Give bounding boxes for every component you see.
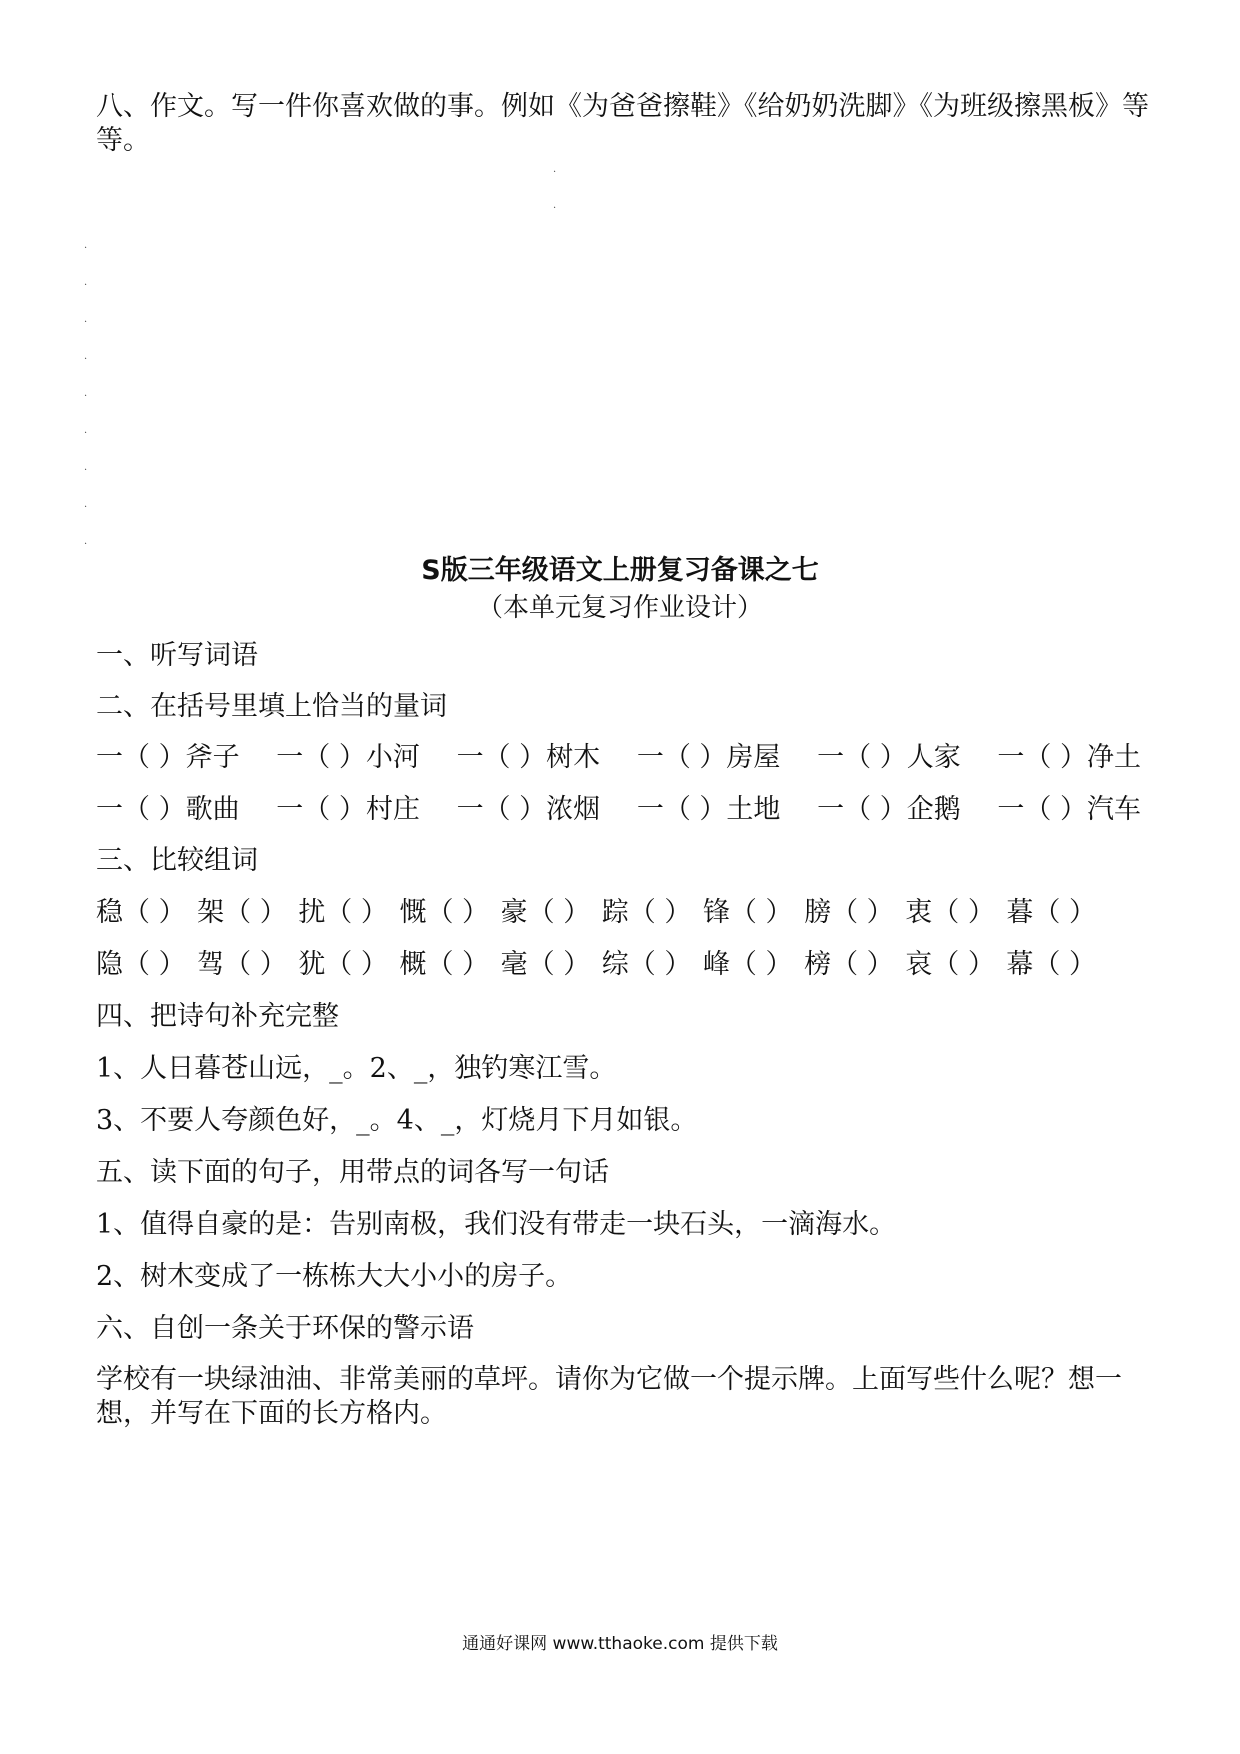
example-sentence: 2、树木变成了一栋栋大大小小的房子。	[96, 1261, 573, 1292]
example-sentence: 1、值得自豪的是：告别南极，我们没有带走一块石头，一滴海水。	[96, 1209, 897, 1240]
section-heading-measure-words: 二、在括号里填上恰当的量词	[96, 691, 447, 722]
compare-word-row	[96, 950, 1096, 980]
compare-word-item: 概（ ）	[399, 949, 490, 980]
margin-dot: ·	[84, 465, 88, 476]
compare-word-item: 锋（ ）	[702, 897, 793, 928]
measure-word-item: 一（ ）小河	[276, 742, 420, 773]
compare-word-item: 峰（ ）	[702, 949, 793, 980]
section-heading-poems: 四、把诗句补充完整	[96, 1001, 339, 1032]
compare-word-item: 榜（ ）	[804, 949, 894, 980]
compare-word-item: 驾（ ）	[197, 949, 287, 980]
compare-word-item: 幕（ ）	[1006, 949, 1096, 980]
compare-word-item: 慨（ ）	[399, 897, 490, 928]
measure-word-item: 一（ ）斧子	[96, 742, 240, 773]
compare-word-item: 稳（ ）	[96, 897, 186, 928]
compare-word-item: 架（ ）	[197, 897, 287, 928]
margin-dot: ·	[84, 502, 88, 513]
footer-credit: 通通好课网 www.tthaoke.com 提供下载	[462, 1634, 778, 1654]
poem-line: 3、不要人夸颜色好，_。4、_，灯烧月下月如银。	[96, 1105, 698, 1136]
measure-word-item: 一（ ）村庄	[276, 794, 420, 825]
compare-word-row	[96, 898, 1096, 928]
margin-dot: ·	[84, 428, 88, 439]
measure-word-item: 一（ ）树木	[456, 742, 601, 773]
compare-word-item: 犹（ ）	[298, 949, 388, 980]
compare-word-item: 综（ ）	[601, 949, 692, 980]
section-heading-compare-words: 三、比较组词	[96, 845, 258, 876]
compare-word-item: 膀（ ）	[804, 897, 894, 928]
document-subtitle: （本单元复习作业设计）	[476, 593, 763, 623]
compare-word-item: 踪（ ）	[601, 897, 692, 928]
section-heading-dictation: 一、听写词语	[96, 640, 258, 671]
slogan-instructions: 学校有一块绿油油、非常美丽的草坪。请你为它做一个提示牌。上面写些什么呢？想一想，并写在下面的长方格内。	[96, 1364, 1122, 1429]
measure-word-item: 一（ ）歌曲	[96, 794, 240, 825]
section-heading-slogan: 六、自创一条关于环保的警示语	[96, 1313, 474, 1344]
essay-prompt: 八、作文。写一件你喜欢做的事。例如《为爸爸擦鞋》《给奶奶洗脚》《为班级擦黑板》等等。	[96, 91, 1149, 156]
compare-word-item: 隐（ ）	[96, 949, 186, 980]
measure-word-item: 一（ ）房屋	[636, 742, 781, 773]
measure-word-row	[96, 795, 1141, 825]
margin-dot: ·	[84, 243, 88, 254]
section-heading-sentences: 五、读下面的句子，用带点的词各写一句话	[96, 1157, 609, 1188]
margin-dot: ·	[84, 539, 88, 550]
measure-word-item: 一（ ）浓烟	[456, 794, 601, 825]
scan-dot: ·	[553, 167, 557, 178]
measure-word-item: 一（ ）企鹅	[817, 794, 961, 825]
compare-word-item: 哀（ ）	[905, 949, 995, 980]
compare-word-item: 扰（ ）	[298, 897, 388, 928]
measure-word-row	[96, 743, 1141, 773]
document-title: S版三年级语文上册复习备课之七	[421, 555, 819, 586]
measure-word-item: 一（ ）人家	[817, 742, 961, 773]
margin-dot: ·	[84, 354, 88, 365]
scan-dot: ·	[553, 203, 557, 214]
measure-word-item: 一（ ）净土	[997, 742, 1141, 773]
margin-dot: ·	[84, 317, 88, 328]
compare-word-item: 豪（ ）	[500, 897, 591, 928]
margin-dot: ·	[84, 280, 88, 291]
measure-word-item: 一（ ）土地	[636, 794, 781, 825]
poem-line: 1、人日暮苍山远，_。2、_，独钓寒江雪。	[96, 1053, 617, 1084]
compare-word-item: 毫（ ）	[500, 949, 591, 980]
compare-word-item: 衷（ ）	[905, 897, 995, 928]
margin-dot: ·	[84, 391, 88, 402]
compare-word-item: 暮（ ）	[1006, 897, 1096, 928]
measure-word-item: 一（ ）汽车	[997, 794, 1141, 825]
